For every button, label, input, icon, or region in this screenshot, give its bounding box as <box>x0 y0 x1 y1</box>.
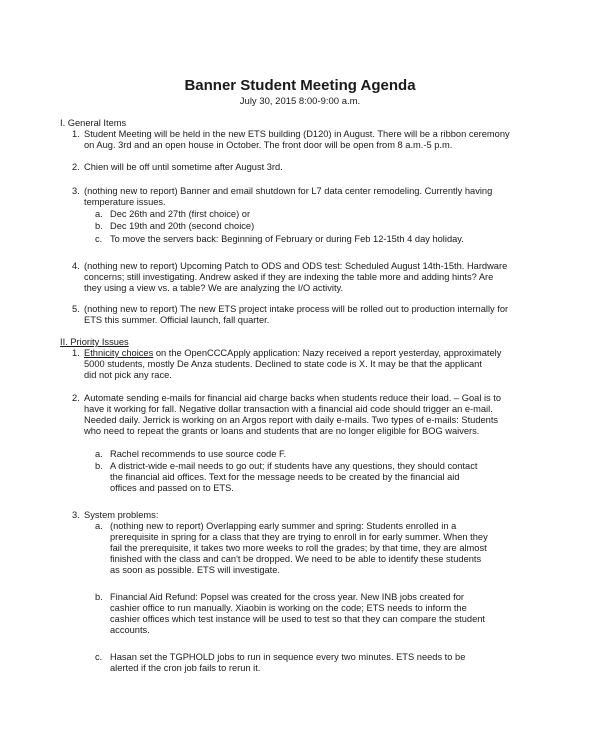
subitem-text-line: Hasan set the TGPHOLD jobs to run in sequence every two minutes. ETS needs to be <box>110 652 466 662</box>
subitem-text-line: prerequisite in spring for a class that they are trying to enroll in for early summer. When they <box>110 532 488 542</box>
item-text-line: they using a view vs. a table? We are analyzing the I/O activity. <box>84 283 344 293</box>
subitem-text-line: cashier office to run manually. Xiaobin is working on the code; ETS needs to inform the <box>110 603 467 613</box>
item-text-line: concerns; still investigating. Andrew asked if they are indexing the table more and adding hints? Are <box>84 272 494 282</box>
item-text-span: on the OpenCCCApply application: Nazy received a report yesterday, approximately <box>153 348 502 358</box>
subitem-letter: a. <box>95 449 103 459</box>
subitem-text-line: fail the prerequisite, it takes two more weeks to roll the grades; by that time, they are almost <box>110 543 487 553</box>
item-text-line: Student Meeting will be held in the new ETS building (D120) in August. There will be a ribbon ceremony <box>84 129 510 139</box>
item-text-line: temperature issues. <box>84 197 166 207</box>
item-text-line: who need to repeat the grants or loans and students that are no longer eligible for BOG waivers. <box>84 426 480 436</box>
item-number: 5. <box>72 304 80 314</box>
item-text-line: (nothing new to report) Banner and email shutdown for L7 data center remodeling. Currently having <box>84 186 493 196</box>
subitem-letter: c. <box>95 652 103 662</box>
subitem-text-line: A district-wide e-mail needs to go out; if students have any questions, they should contact <box>110 461 478 471</box>
section-heading: I. General Items <box>60 118 127 128</box>
subitem-text-line: as soon as possible. ETS will investigate. <box>110 565 281 575</box>
subitem-text-line: Financial Aid Refund: Popsel was created for the cross year. New INB jobs created for <box>110 592 464 602</box>
item-text-line: ETS this summer. Official launch, fall quarter. <box>84 315 270 325</box>
item-number: 2. <box>72 162 80 172</box>
subitem-letter: b. <box>95 592 103 602</box>
subitem-letter: a. <box>95 521 103 531</box>
subitem-text-line: alerted if the cron job fails to rerun it. <box>110 663 261 673</box>
item-text-line: Chien will be off until sometime after August 3rd. <box>84 162 283 172</box>
item-text-line: (nothing new to report) The new ETS project intake process will be rolled out to production internally for <box>84 304 509 314</box>
subitem-text-line: To move the servers back: Beginning of February or during Feb 12-15th 4 day holiday. <box>110 234 464 244</box>
subitem-text-line: Rachel recommends to use source code F. <box>110 449 287 459</box>
item-text-line: Needed daily. Jerrick is working on an Argos report with daily e-mails. Two types of e-mails: Students <box>84 415 499 425</box>
item-text-line: have it working for fall. Negative dollar transaction with a financial aid code should trigger an e-mail. <box>84 404 493 414</box>
item-text-line: Automate sending e-mails for financial aid charge backs when students reduce their load. – Goal is to <box>84 393 502 403</box>
item-number: 3. <box>72 186 80 196</box>
subitem-text-line: accounts. <box>110 625 150 635</box>
subitem-text-line: finished with the class and can't be dropped. We need to be able to identify these students <box>110 554 482 564</box>
item-number: 1. <box>72 348 80 358</box>
item-text-line: 5000 students, mostly De Anza students. Declined to state code is X. It may be that the applicant <box>84 359 482 369</box>
subitem-letter: b. <box>95 221 103 231</box>
item-text-line: (nothing new to report) Upcoming Patch to ODS and ODS test: Scheduled August 14th-15th. Hardware <box>84 261 508 271</box>
item-number: 4. <box>72 261 80 271</box>
item-number: 1. <box>72 129 80 139</box>
item-number: 3. <box>72 510 80 520</box>
subitem-text-line: Dec 26th and 27th (first choice) or <box>110 209 251 219</box>
subitem-letter: a. <box>95 209 103 219</box>
subitem-letter: b. <box>95 461 103 471</box>
item-text-line: did not pick any race. <box>84 370 172 380</box>
ethnicity-choices-link-text: Ethnicity choices <box>84 348 154 358</box>
item-text-line <box>84 348 501 359</box>
subitem-text-line: offices and passed on to ETS. <box>110 483 234 493</box>
subitem-text-line: Dec 19th and 20th (second choice) <box>110 221 255 231</box>
subitem-text-line: cashier offices which test instance will be used to test so that they can compare the student <box>110 614 486 624</box>
section-heading: II. Priority Issues <box>60 337 129 347</box>
subitem-text-line: the financial aid offices. Text for the message needs to be created by the financial aid <box>110 472 460 482</box>
meeting-date: July 30, 2015 8:00-9:00 a.m. <box>239 96 361 107</box>
subitem-text-line: (nothing new to report) Overlapping early summer and spring: Students enrolled in a <box>110 521 457 531</box>
subitem-letter: c. <box>95 234 103 244</box>
item-text-line: System problems: <box>84 510 159 520</box>
item-text-line: on Aug. 3rd and an open house in October. The front door will be open from 8 a.m.-5 p.m. <box>84 140 453 150</box>
page-title: Banner Student Meeting Agenda <box>184 77 416 94</box>
item-number: 2. <box>72 393 80 403</box>
